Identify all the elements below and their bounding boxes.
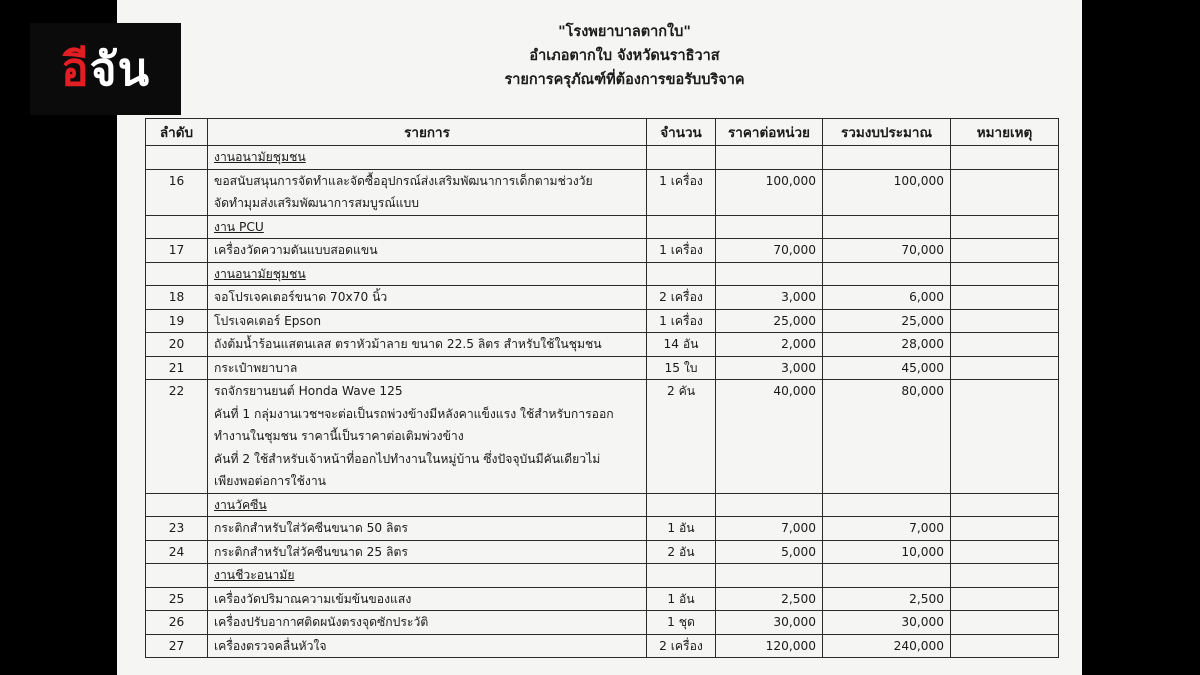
cell-unit-price: 2,500 bbox=[716, 587, 823, 611]
brand-logo bbox=[30, 23, 181, 115]
cell-unit-price: 100,000 bbox=[716, 169, 823, 215]
cell-description bbox=[208, 611, 647, 635]
cell-description bbox=[208, 356, 647, 380]
cell-no bbox=[146, 215, 208, 239]
cell-remarks bbox=[951, 380, 1059, 494]
cell-total: 7,000 bbox=[823, 517, 951, 541]
description-line: ขอสนับสนุนการจัดทำและจัดซื้ออุปกรณ์ส่งเสริมพัฒนาการเด็กตามช่วงวัย bbox=[214, 173, 593, 188]
table-row bbox=[146, 309, 1059, 333]
cell-unit-price: 70,000 bbox=[716, 239, 823, 263]
cell-remarks bbox=[951, 262, 1059, 286]
category-row bbox=[146, 564, 1059, 588]
description-line: เครื่องตรวจคลื่นหัวใจ bbox=[214, 638, 327, 653]
cell-unit-price: 30,000 bbox=[716, 611, 823, 635]
hospital-name: "โรงพยาบาลตากใบ" bbox=[558, 24, 691, 40]
cell-remarks bbox=[951, 540, 1059, 564]
category-row bbox=[146, 215, 1059, 239]
category-row bbox=[146, 146, 1059, 170]
table-row bbox=[146, 286, 1059, 310]
cell-quantity: 1 เครื่อง bbox=[647, 169, 716, 215]
cell-unit-price bbox=[716, 262, 823, 286]
cell-quantity: 2 คัน bbox=[647, 380, 716, 494]
cell-quantity: 1 ชุด bbox=[647, 611, 716, 635]
cell-total: 2,500 bbox=[823, 587, 951, 611]
table-row bbox=[146, 634, 1059, 658]
table-row bbox=[146, 540, 1059, 564]
cell-no bbox=[146, 262, 208, 286]
cell-quantity bbox=[647, 493, 716, 517]
description-line: เครื่องวัดปริมาณความเข้มข้นของแสง bbox=[214, 591, 412, 606]
cell-no: 16 bbox=[146, 169, 208, 215]
cell-unit-price: 25,000 bbox=[716, 309, 823, 333]
header-quantity: จำนวน bbox=[647, 119, 716, 146]
category-row bbox=[146, 493, 1059, 517]
list-title: รายการครุภัณฑ์ที่ต้องการขอรับบริจาค bbox=[504, 72, 745, 88]
description-line: จอโปรเจคเตอร์ขนาด 70x70 นิ้ว bbox=[214, 290, 388, 304]
cell-remarks bbox=[951, 309, 1059, 333]
brand-logo-text bbox=[60, 42, 151, 96]
cell-description bbox=[208, 146, 647, 170]
cell-description bbox=[208, 239, 647, 263]
cell-quantity bbox=[647, 215, 716, 239]
cell-description bbox=[208, 286, 647, 310]
cell-description bbox=[208, 262, 647, 286]
description-line: กระติกสำหรับใส่วัคซีนขนาด 50 ลิตร bbox=[214, 521, 408, 535]
category-label: งานชีวะอนามัย bbox=[214, 568, 295, 582]
description-line: กระเป๋าพยาบาล bbox=[214, 360, 298, 375]
cell-remarks bbox=[951, 169, 1059, 215]
description-line: เครื่องปรับอากาศติดผนังตรงจุดซักประวัติ bbox=[214, 615, 429, 629]
cell-quantity: 1 อัน bbox=[647, 517, 716, 541]
category-label: งานอนามัยชุมชน bbox=[214, 266, 306, 281]
cell-total: 28,000 bbox=[823, 333, 951, 357]
cell-total bbox=[823, 564, 951, 588]
table-row bbox=[146, 517, 1059, 541]
cell-quantity bbox=[647, 564, 716, 588]
cell-remarks bbox=[951, 634, 1059, 658]
cell-no bbox=[146, 564, 208, 588]
cell-no: 26 bbox=[146, 611, 208, 635]
cell-remarks bbox=[951, 239, 1059, 263]
cell-description bbox=[208, 587, 647, 611]
header-item: รายการ bbox=[208, 119, 647, 146]
cell-remarks bbox=[951, 493, 1059, 517]
category-label: งาน PCU bbox=[214, 219, 264, 234]
cell-remarks bbox=[951, 286, 1059, 310]
description-line: จัดทำมุมส่งเสริมพัฒนาการสมบูรณ์แบบ bbox=[214, 196, 419, 210]
category-label: งานวัคซีน bbox=[214, 497, 267, 512]
cell-quantity: 14 อัน bbox=[647, 333, 716, 357]
cell-no: 24 bbox=[146, 540, 208, 564]
cell-no bbox=[146, 146, 208, 170]
cell-no: 22 bbox=[146, 380, 208, 494]
cell-quantity: 1 อัน bbox=[647, 587, 716, 611]
cell-remarks bbox=[951, 564, 1059, 588]
table-row bbox=[146, 587, 1059, 611]
description-line: ทำงานในชุมชน ราคานี้เป็นราคาต่อเติมพ่วงข้าง bbox=[214, 429, 464, 443]
cell-quantity: 1 เครื่อง bbox=[647, 239, 716, 263]
cell-unit-price: 2,000 bbox=[716, 333, 823, 357]
cell-total: 45,000 bbox=[823, 356, 951, 380]
cell-unit-price bbox=[716, 564, 823, 588]
cell-quantity: 2 เครื่อง bbox=[647, 286, 716, 310]
table-row bbox=[146, 356, 1059, 380]
cell-quantity bbox=[647, 146, 716, 170]
cell-remarks bbox=[951, 356, 1059, 380]
document-page bbox=[117, 0, 1082, 675]
cell-unit-price bbox=[716, 146, 823, 170]
cell-total: 6,000 bbox=[823, 286, 951, 310]
cell-no bbox=[146, 493, 208, 517]
brand-logo-white-part: จัน bbox=[89, 42, 151, 96]
table-row bbox=[146, 380, 1059, 494]
cell-total: 240,000 bbox=[823, 634, 951, 658]
cell-total bbox=[823, 146, 951, 170]
cell-quantity: 2 อัน bbox=[647, 540, 716, 564]
equipment-table bbox=[145, 118, 1059, 658]
cell-description bbox=[208, 517, 647, 541]
table-header-row bbox=[146, 119, 1059, 146]
cell-remarks bbox=[951, 611, 1059, 635]
cell-unit-price: 120,000 bbox=[716, 634, 823, 658]
description-line: คันที่ 2 ใช้สำหรับเจ้าหน้าที่ออกไปทำงานในหมู่บ้าน ซึ่งปัจจุบันมีคันเดียวไม่ bbox=[214, 451, 601, 466]
cell-total: 25,000 bbox=[823, 309, 951, 333]
table-row bbox=[146, 333, 1059, 357]
table-row bbox=[146, 611, 1059, 635]
cell-description bbox=[208, 380, 647, 494]
cell-total: 70,000 bbox=[823, 239, 951, 263]
cell-no: 25 bbox=[146, 587, 208, 611]
cell-unit-price bbox=[716, 493, 823, 517]
cell-unit-price: 3,000 bbox=[716, 356, 823, 380]
cell-remarks bbox=[951, 215, 1059, 239]
cell-total: 100,000 bbox=[823, 169, 951, 215]
category-row bbox=[146, 262, 1059, 286]
cell-description bbox=[208, 540, 647, 564]
cell-quantity: 2 เครื่อง bbox=[647, 634, 716, 658]
description-line: เครื่องวัดความดันแบบสอดแขน bbox=[214, 243, 378, 257]
cell-description bbox=[208, 564, 647, 588]
cell-total: 30,000 bbox=[823, 611, 951, 635]
cell-no: 23 bbox=[146, 517, 208, 541]
header-total-budget: รวมงบประมาณ bbox=[823, 119, 951, 146]
district-province: อำเภอตากใบ จังหวัดนราธิวาส bbox=[529, 48, 720, 64]
header-unit-price: ราคาต่อหน่วย bbox=[716, 119, 823, 146]
cell-description bbox=[208, 333, 647, 357]
description-line: กระติกสำหรับใส่วัคซีนขนาด 25 ลิตร bbox=[214, 544, 408, 559]
cell-unit-price: 7,000 bbox=[716, 517, 823, 541]
cell-no: 20 bbox=[146, 333, 208, 357]
cell-quantity: 1 เครื่อง bbox=[647, 309, 716, 333]
cell-total: 80,000 bbox=[823, 380, 951, 494]
cell-remarks bbox=[951, 146, 1059, 170]
header-no: ลำดับ bbox=[146, 119, 208, 146]
description-line: โปรเจคเตอร์ Epson bbox=[214, 313, 322, 328]
cell-description bbox=[208, 634, 647, 658]
table-row bbox=[146, 169, 1059, 215]
cell-remarks bbox=[951, 587, 1059, 611]
description-line: เพียงพอต่อการใช้งาน bbox=[214, 474, 326, 488]
cell-unit-price bbox=[716, 215, 823, 239]
brand-logo-red-part: อี bbox=[60, 42, 90, 96]
cell-description bbox=[208, 493, 647, 517]
cell-quantity: 15 ใบ bbox=[647, 356, 716, 380]
description-line: คันที่ 1 กลุ่มงานเวชฯจะต่อเป็นรถพ่วงข้างมีหลังคาแข็งแรง ใช้สำหรับการออก bbox=[214, 406, 614, 421]
cell-unit-price: 40,000 bbox=[716, 380, 823, 494]
table-body bbox=[146, 146, 1059, 658]
cell-remarks bbox=[951, 333, 1059, 357]
cell-total bbox=[823, 262, 951, 286]
cell-total: 10,000 bbox=[823, 540, 951, 564]
document-heading bbox=[117, 20, 1082, 92]
cell-unit-price: 3,000 bbox=[716, 286, 823, 310]
table-row bbox=[146, 239, 1059, 263]
cell-no: 17 bbox=[146, 239, 208, 263]
cell-total bbox=[823, 215, 951, 239]
description-line: ถังต้มน้ำร้อนแสตนเลส ตราหัวม้าลาย ขนาด 22.5 ลิตร สำหรับใช้ในชุมชน bbox=[214, 337, 602, 351]
cell-no: 19 bbox=[146, 309, 208, 333]
cell-no: 21 bbox=[146, 356, 208, 380]
cell-description bbox=[208, 309, 647, 333]
cell-total bbox=[823, 493, 951, 517]
cell-quantity bbox=[647, 262, 716, 286]
cell-remarks bbox=[951, 517, 1059, 541]
cell-no: 27 bbox=[146, 634, 208, 658]
cell-description bbox=[208, 215, 647, 239]
cell-unit-price: 5,000 bbox=[716, 540, 823, 564]
category-label: งานอนามัยชุมชน bbox=[214, 150, 306, 164]
header-remarks: หมายเหตุ bbox=[951, 119, 1059, 146]
description-line: รถจักรยานยนต์ Honda Wave 125 bbox=[214, 384, 403, 398]
cell-no: 18 bbox=[146, 286, 208, 310]
cell-description bbox=[208, 169, 647, 215]
